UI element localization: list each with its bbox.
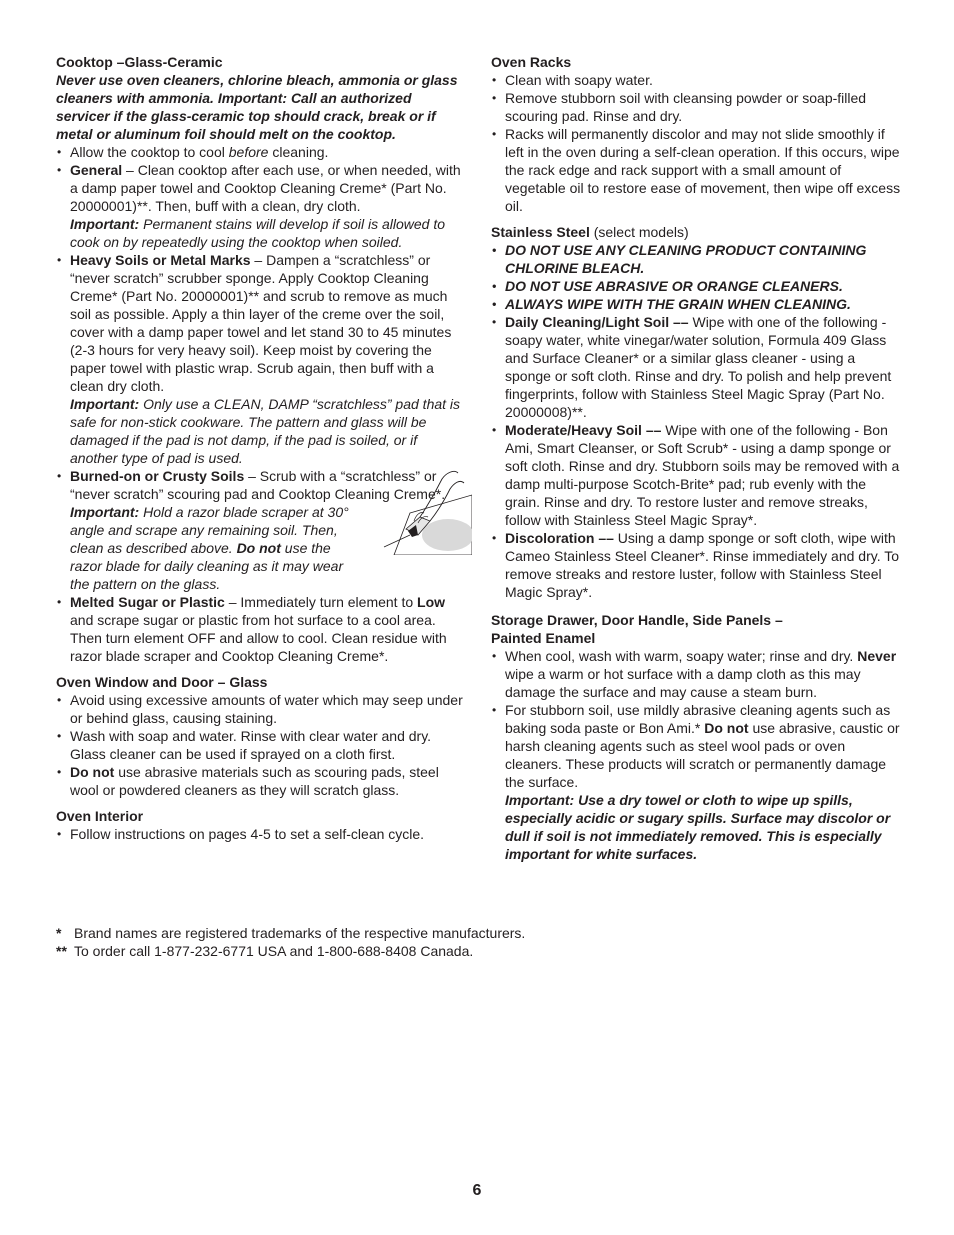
emphasis: Do not: [70, 764, 115, 780]
footnotes: [56, 924, 756, 960]
stainless-list: [491, 241, 901, 601]
page-number: 6: [472, 1182, 482, 1199]
emphasis: Do not: [236, 540, 281, 556]
list-item: [56, 251, 466, 467]
oven-interior-heading: Oven Interior: [56, 808, 144, 824]
list-item: • ALWAYS WIPE WITH THE GRAIN WHEN CLEANING.: [491, 295, 901, 313]
text: Allow the cooktop to cool: [70, 144, 229, 160]
important-label: Important:: [70, 216, 140, 232]
list-item: [56, 763, 466, 799]
oven-racks-heading: Oven Racks: [491, 54, 572, 70]
footnote: [56, 942, 756, 960]
list-item: • DO NOT USE ABRASIVE OR ORANGE CLEANERS.: [491, 277, 901, 295]
text: wipe a warm or hot surface with a damp cloth as this may damage the surface and may cause a steam burn.: [505, 666, 861, 700]
emphasis: Do not: [704, 720, 749, 736]
list-item: [56, 143, 466, 161]
footnote-text: Brand names are registered trademarks of the respective manufacturers.: [74, 925, 526, 941]
text: Hold a razor blade scraper at 30° angle and scrape any remaining soil. Then, clean as described above.: [70, 504, 349, 556]
text: – Immediately turn element to: [224, 594, 418, 610]
oven-racks-section: [491, 53, 901, 215]
important-note: [70, 395, 466, 467]
footnote-text: To order call 1-877-232-6771 USA and 1-800-688-8408 Canada.: [74, 943, 474, 959]
text: use abrasive, caustic or harsh cleaning agents such as steel wool pads or oven cleaners. These products will scratch or permanently damage the surface.: [505, 720, 900, 790]
heading-sub: (select models): [589, 224, 689, 240]
important-note: Important: Use a dry towel or cloth to wipe up spills, especially acidic or sugary spills. Surface may discolor or dull if soil is not immediately removed. This is especially important for white surfaces.: [505, 792, 891, 862]
list-item: [491, 421, 901, 529]
cooktop-warning: Never use oven cleaners, chlorine bleach, ammonia or glass cleaners with ammonia. Important: Call an authorized servicer if the glass-ceramic top should crack, break or if metal or aluminum foil should melt on the cooktop.: [56, 72, 458, 142]
razor-scraper-illustration: [374, 465, 472, 555]
text: Using a damp sponge or soft cloth, wipe with Cameo Stainless Steel Cleaner*. Rinse immediately and dry. To remove streaks and restore luster, follow with Stainless Steel Magic Spray*.: [505, 530, 900, 600]
emphasis: Never: [857, 648, 897, 664]
important-note: [70, 503, 362, 593]
important-note: [70, 215, 466, 251]
item-label: Burned-on or Crusty Soils: [70, 468, 245, 484]
important-label: Important:: [70, 396, 140, 412]
text: For stubborn soil, use mildly abrasive cleaning agents such as baking soda paste or Bon Ami.*: [505, 702, 891, 736]
emphasis: Low: [417, 594, 446, 610]
cooktop-heading: Cooktop –Glass-Ceramic: [56, 54, 223, 70]
text: Wipe with one of the following - soapy water, white vinegar/water solution, Formula 409 Glass and Surface Cleaner* or a similar glass cleaner - using a sponge or soft cloth. Rinse and dry. To polish and help prevent fingerprints, follow with Stainless Steel Magic Spray (Part No. 20000008)**.: [505, 314, 892, 420]
storage-section: [491, 611, 901, 863]
text: Only use a CLEAN, DAMP “scratchless” pad that is safe for non-stick cookware. The pattern and glass will be damaged if the pad is not damp, if the pad is soiled, or if another type of pad is used.: [70, 396, 461, 466]
heading-line: Painted Enamel: [491, 630, 596, 646]
item-label: Melted Sugar or Plastic: [70, 594, 225, 610]
list-item: [491, 701, 901, 863]
stainless-section: [491, 223, 901, 601]
oven-interior-list: [56, 825, 466, 843]
list-item: [491, 313, 901, 421]
list-item: [491, 647, 901, 701]
text: use abrasive materials such as scouring pads, steel wool or powdered cleaners as they will scratch glass.: [70, 764, 439, 798]
oven-window-heading: Oven Window and Door – Glass: [56, 674, 268, 690]
list-item: [491, 529, 901, 601]
emphasis: before: [228, 144, 269, 160]
important-label: Important:: [70, 504, 140, 520]
cooktop-section: [56, 53, 466, 665]
list-item: • Clean with soapy water.: [491, 71, 901, 89]
list-item: • Racks will permanently discolor and may not slide smoothly if left in the oven during a self-clean operation. If this occurs, wipe the rack edge and rack support with a small amount of vegetable oil to restore ease of movement, then wipe off excess oil.: [491, 125, 901, 215]
list-item: [56, 467, 466, 593]
footnote-mark: **: [56, 943, 67, 959]
text: cleaning.: [268, 144, 329, 160]
list-item: [56, 161, 466, 251]
text: – Scrub with a “scratchless” or “never scratch” scouring pad and Cooktop Cleaning Creme*.: [70, 468, 446, 502]
item-label: Moderate/Heavy Soil ––: [505, 422, 662, 438]
text: use the razor blade for daily cleaning as it may wear the pattern on the glass.: [70, 540, 344, 592]
list-item: • Wash with soap and water. Rinse with clear water and dry. Glass cleaner can be used if sprayed on a cloth first.: [56, 727, 466, 763]
list-item: • Avoid using excessive amounts of water which may seep under or behind glass, causing staining.: [56, 691, 466, 727]
item-label: Daily Cleaning/Light Soil ––: [505, 314, 689, 330]
text: – Clean cooktop after each use, or when needed, with a damp paper towel and Cooktop Cleaning Creme* (Part No. 20000001)**. Then, buff with a clean, dry cloth.: [70, 162, 461, 214]
oven-window-section: [56, 673, 466, 799]
text: and scrape sugar or plastic from hot surface to a cool area. Then turn element OFF and allow to cool. Clean residue with razor blade scraper and Cooktop Cleaning Creme*.: [70, 612, 447, 664]
text: – Dampen a “scratchless” or “never scratch” scrubber sponge. Apply Cooktop Cleaning Creme* (Part No. 20000001)** and scrub to remove as much soil as possible. Apply a thin layer of the creme over the soil, cover with a damp paper towel and let stand 30 to 45 minutes (2-3 hours for very heavy soil). Keep moist by covering the paper towel with plastic wrap. Scrub again, then buff with a clean dry cloth.: [70, 252, 452, 394]
cooktop-list: [56, 143, 466, 665]
storage-heading: [491, 611, 901, 647]
stainless-heading: [491, 223, 901, 241]
footnote-mark: *: [56, 925, 62, 941]
right-column: [491, 53, 901, 871]
left-column: [56, 53, 466, 851]
list-item: • DO NOT USE ANY CLEANING PRODUCT CONTAINING CHLORINE BLEACH.: [491, 241, 901, 277]
oven-racks-list: [491, 71, 901, 215]
oven-window-list: [56, 691, 466, 799]
text: Permanent stains will develop if soil is allowed to cook on by repeatedly using the cooktop when soiled.: [70, 216, 446, 250]
item-label: General: [70, 162, 123, 178]
list-item: • Follow instructions on pages 4-5 to set a self-clean cycle.: [56, 825, 466, 843]
storage-list: [491, 647, 901, 863]
text: When cool, wash with warm, soapy water; rinse and dry.: [505, 648, 858, 664]
heading-line: Storage Drawer, Door Handle, Side Panels –: [491, 612, 783, 628]
list-item: [56, 593, 466, 665]
item-label: Discoloration ––: [505, 530, 614, 546]
footnote: [56, 924, 756, 942]
heading-text: Stainless Steel: [491, 224, 590, 240]
oven-interior-section: [56, 807, 466, 843]
text: Wipe with one of the following - Bon Ami, Smart Cleanser, or Soft Scrub* - using a damp sponge or soft cloth. Rinse and dry. Stubborn soils may be removed with a damp multi-purpose Scotch-Brite* pad; rub evenly with the grain. Rinse and dry. To restore luster and remove streaks, follow with Stainless Steel Magic Spray*.: [505, 422, 900, 528]
list-item: • Remove stubborn soil with cleansing powder or soap-filled scouring pad. Rinse and dry.: [491, 89, 901, 125]
item-label: Heavy Soils or Metal Marks: [70, 252, 251, 268]
